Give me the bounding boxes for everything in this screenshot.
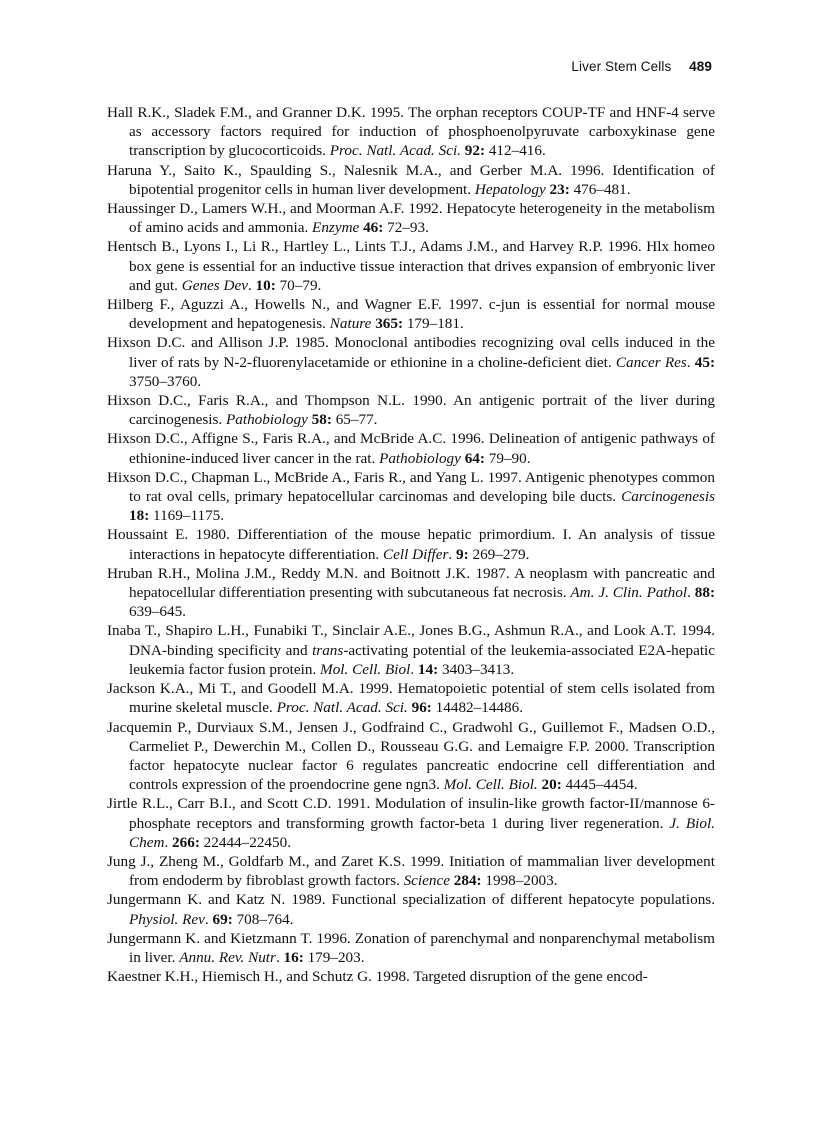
reference-item: Inaba T., Shapiro L.H., Funabiki T., Sinclair A.E., Jones B.G., Ashmun R.A., and Look A.T. 1994. DNA-binding specificity and trans-activating potential of the leukemia-associated E2A-hepatic leukemia factor fusion protein. Mol. Cell. Biol. 14: 3403–3413. [107, 622, 715, 678]
reference-item: Hixson D.C. and Allison J.P. 1985. Monoclonal antibodies recognizing oval cells induced in the liver of rats by N-2-fluorenylacetamide or ethionine in a choline-deficient diet. Cancer Res. 45: 3750–3760. [107, 334, 715, 390]
reference-item: Hilberg F., Aguzzi A., Howells N., and Wagner E.F. 1997. c-jun is essential for normal mouse development and hepatogenesis. Nature 365: 179–181. [107, 296, 715, 333]
reference-item: Hixson D.C., Affigne S., Faris R.A., and McBride A.C. 1996. Delineation of antigenic pathways of ethionine-induced liver cancer in the rat. Pathobiology 64: 79–90. [107, 430, 715, 467]
reference-item: Hentsch B., Lyons I., Li R., Hartley L., Lints T.J., Adams J.M., and Harvey R.P. 1996. Hlx homeo box gene is essential for an inductive tissue interaction that drives expansion of embryonic liver and gut. Genes Dev. 10: 70–79. [107, 238, 715, 294]
reference-item: Hruban R.H., Molina J.M., Reddy M.N. and Boitnott J.K. 1987. A neoplasm with pancreatic and hepatocellular differentiation presenting with subcutaneous fat necrosis. Am. J. Clin. Pathol. 88: 639–645. [107, 564, 715, 621]
reference-item: Jacquemin P., Durviaux S.M., Jensen J., Godfraind C., Gradwohl G., Guillemot F., Madsen O.D., Carmeliet P., Dewerchin M., Collen D., Rousseau G.G. and Lemaigre F.P. 2000. Transcription factor hepatocyte nuclear factor 6 regulates pancreatic endocrine cell differentiation and controls expression of the proendocrine gene ngn3. Mol. Cell. Biol. 20: 4445–4454. [107, 718, 715, 794]
page-number: 489 [689, 59, 712, 74]
reference-item: Hixson D.C., Faris R.A., and Thompson N.L. 1990. An antigenic portrait of the liver during carcinogenesis. Pathobiology 58: 65–77. [107, 392, 715, 429]
reference-item: Jungermann K. and Katz N. 1989. Functional specialization of different hepatocyte populations. Physiol. Rev. 69: 708–764. [107, 891, 715, 928]
reference-item: Haussinger D., Lamers W.H., and Moorman A.F. 1992. Hepatocyte heterogeneity in the metabolism of amino acids and ammonia. Enzyme 46: 72–93. [107, 200, 715, 237]
running-title: Liver Stem Cells [571, 59, 672, 74]
reference-item: Kaestner K.H., Hiemisch H., and Schutz G. 1998. Targeted disruption of the gene encod- [107, 968, 648, 986]
reference-item: Hixson D.C., Chapman L., McBride A., Faris R., and Yang L. 1997. Antigenic phenotypes common to rat oval cells, primary hepatocellular carcinomas and developing bile ducts. Carcinogenesis 18: 1169–1175. [107, 468, 715, 525]
reference-item: Jungermann K. and Kietzmann T. 1996. Zonation of parenchymal and nonparenchymal metabolism in liver. Annu. Rev. Nutr. 16: 179–203. [107, 929, 715, 966]
reference-item: Houssaint E. 1980. Differentiation of the mouse hepatic primordium. I. An analysis of tissue interactions in hepatocyte differentiation. Cell Differ. 9: 269–279. [107, 526, 715, 563]
reference-item: Hall R.K., Sladek F.M., and Granner D.K. 1995. The orphan receptors COUP-TF and HNF-4 serve as accessory factors required for induction of phosphoenolpyruvate carboxykinase gene transcription by glucocorticoids. Proc. Natl. Acad. Sci. 92: 412–416. [107, 104, 715, 160]
reference-list [107, 103, 715, 986]
reference-item: Jackson K.A., Mi T., and Goodell M.A. 1999. Hematopoietic potential of stem cells isolated from murine skeletal muscle. Proc. Natl. Acad. Sci. 96: 14482–14486. [107, 680, 715, 717]
reference-item: Haruna Y., Saito K., Spaulding S., Nalesnik M.A., and Gerber M.A. 1996. Identification of bipotential progenitor cells in human liver development. Hepatology 23: 476–481. [107, 161, 715, 198]
running-header [571, 59, 712, 74]
reference-item: Jirtle R.L., Carr B.I., and Scott C.D. 1991. Modulation of insulin-like growth factor-II/mannose 6-phosphate receptors and transforming growth factor-beta 1 during liver regeneration. J. Biol. Chem. 266: 22444–22450. [107, 795, 715, 851]
reference-item: Jung J., Zheng M., Goldfarb M., and Zaret K.S. 1999. Initiation of mammalian liver development from endoderm by fibroblast growth factors. Science 284: 1998–2003. [107, 852, 715, 890]
